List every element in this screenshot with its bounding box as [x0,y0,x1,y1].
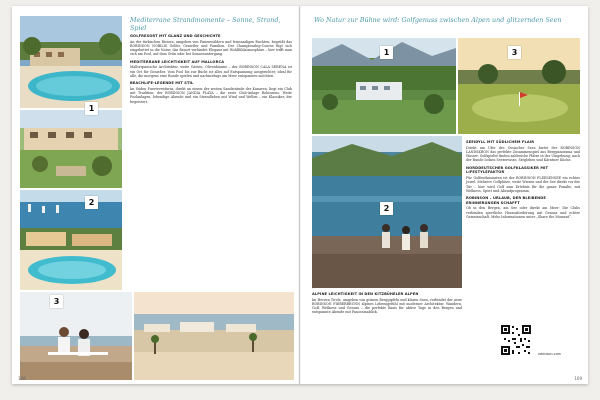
section-heading: ALPINE LEICHTIGKEIT IN DEN KITZBÜHELER ALPEN [312,292,419,296]
left-text-column [130,34,292,288]
section-heading: NORDDEUTSCHER GOLFKLASSIKER MIT LIFESTYLEFAKTOR [466,165,549,175]
right-page [300,6,588,384]
qr-code[interactable] [500,324,532,356]
section-body: Direkt am Ufer des Ossiacher Sees bietet der ROBINSON LANDSKRON das perfekte Zusammenspiel aus Bergpanorama und Wasser. Golfspieler finden zahlreiche Plätze in der Umgebung; nach der Runde locken Seeterrasse, Stegleben und Kärntner Küche. [466,145,580,163]
left-page [12,6,300,384]
book-gutter [299,6,301,384]
page-number-right: 109 [574,376,582,381]
photo-badge-1: 1 [380,46,393,59]
section-body: Mallorquinische Architektur, weite Gärten, Olivenbäume – der ROBINSON CALA SERENA ist ein Ort für Genießer. Vom Pool bis zur Bucht ist alles auf Entspannung ausgerichtet; ideal für alle, die morgens eine Runde spielen und nachmittags am Meer entspannen möchten. [130,65,292,78]
photo-badge-3: 3 [508,46,521,59]
photo-terrace-couple [20,292,132,380]
photo-badge-2: 2 [85,196,98,209]
section-heading: SEEIDYLL MIT SÜDLICHEM FLAIR [466,140,535,144]
section-heading: ROBINSON – URLAUB, DER BLEIBENDE ERINNERUNGEN SCHAFFT [466,196,546,205]
right-kicker: Wo Natur zur Bühne wird: Golfgenuss zwischen Alpen und glitzernden Seen [314,16,562,24]
left-kicker: Mediterrane Strandmomente – Sonne, Strand, Spiel [130,16,281,32]
page-number-left: 108 [18,376,26,381]
photo-beach-sunset [134,292,294,380]
section-body: Im Süden Fuerteventuras, direkt an einem der weiten Sandstrände der Kanaren, liegt ein Club mit Tradition: der ROBINSON JANDIA PLAYA – die erste Club-Anlage Robinsons. Weite Poolanlagen, lebendige Abende und ein Strandleben mit Wind und Wellen – ein Klassiker, der begeistert. [130,86,292,104]
section-heading: GOLFRESORT MIT GLANZ UND GESCHICHTE [130,34,221,38]
section-body: An der türkischen Riviera, umgeben von Pinienwäldern und feinsandigen Buchten, begrüßt das ROBINSON NOBILIS Golfer, Genießer und Familien. Der Championship-Course fügt sich eingebettet in die Natur, das Resort verbindet Eleganz mit Wohlfühlatmosphäre – hier trifft man sich am Pool, auf dem Grün oder bei Sonnenuntergang. [130,39,292,57]
section-heading: MEDITERRANE LEICHTIGKEIT AUF MALLORCA [130,59,225,64]
photo-resort-pool [20,16,122,108]
alpine-text-column [312,292,462,378]
photo-beach-club [20,190,122,290]
section-heading: BEACHLIFE-LEGENDE MIT STIL [130,81,194,86]
section-body: Für Golfenthusiasten ist der ROBINSON FLEESENSEE ein echtes Juwel. Mehrere Golfplätze, weite Wiesen und der See direkt vor der Tür – hier wird Golf zum Erlebnis für die ganze Familie, mit Wellness, Sport und Abendprogramm. [466,175,580,193]
photo-badge-2: 2 [380,202,393,215]
section-body: Im Herzen Tirols, umgeben von grünen Berggipfeln und klaren Seen, verbindet der neue ROBINSON FIEBERBRUNN alpines Lebensgefühl mit moderner Architektur. Wandern, Golf, Wellness und Genuss – die perfekte Basis für aktive Tage in den Bergen und entspannte Abende mit Panoramablick. [312,297,462,315]
section-body: Ob in den Bergen, am See oder direkt am Meer: Die Clubs verbinden sportliche Herausforderung mit Genuss und echter Gemeinschaft. Mehr Informationen unter „Share the Moment“. [466,206,580,219]
photo-mallorca-resort [20,110,122,188]
right-text-column [466,140,580,320]
photo-badge-1: 1 [85,102,98,115]
photo-badge-3: 3 [50,295,63,308]
website-link[interactable]: robinson.com [538,352,561,356]
